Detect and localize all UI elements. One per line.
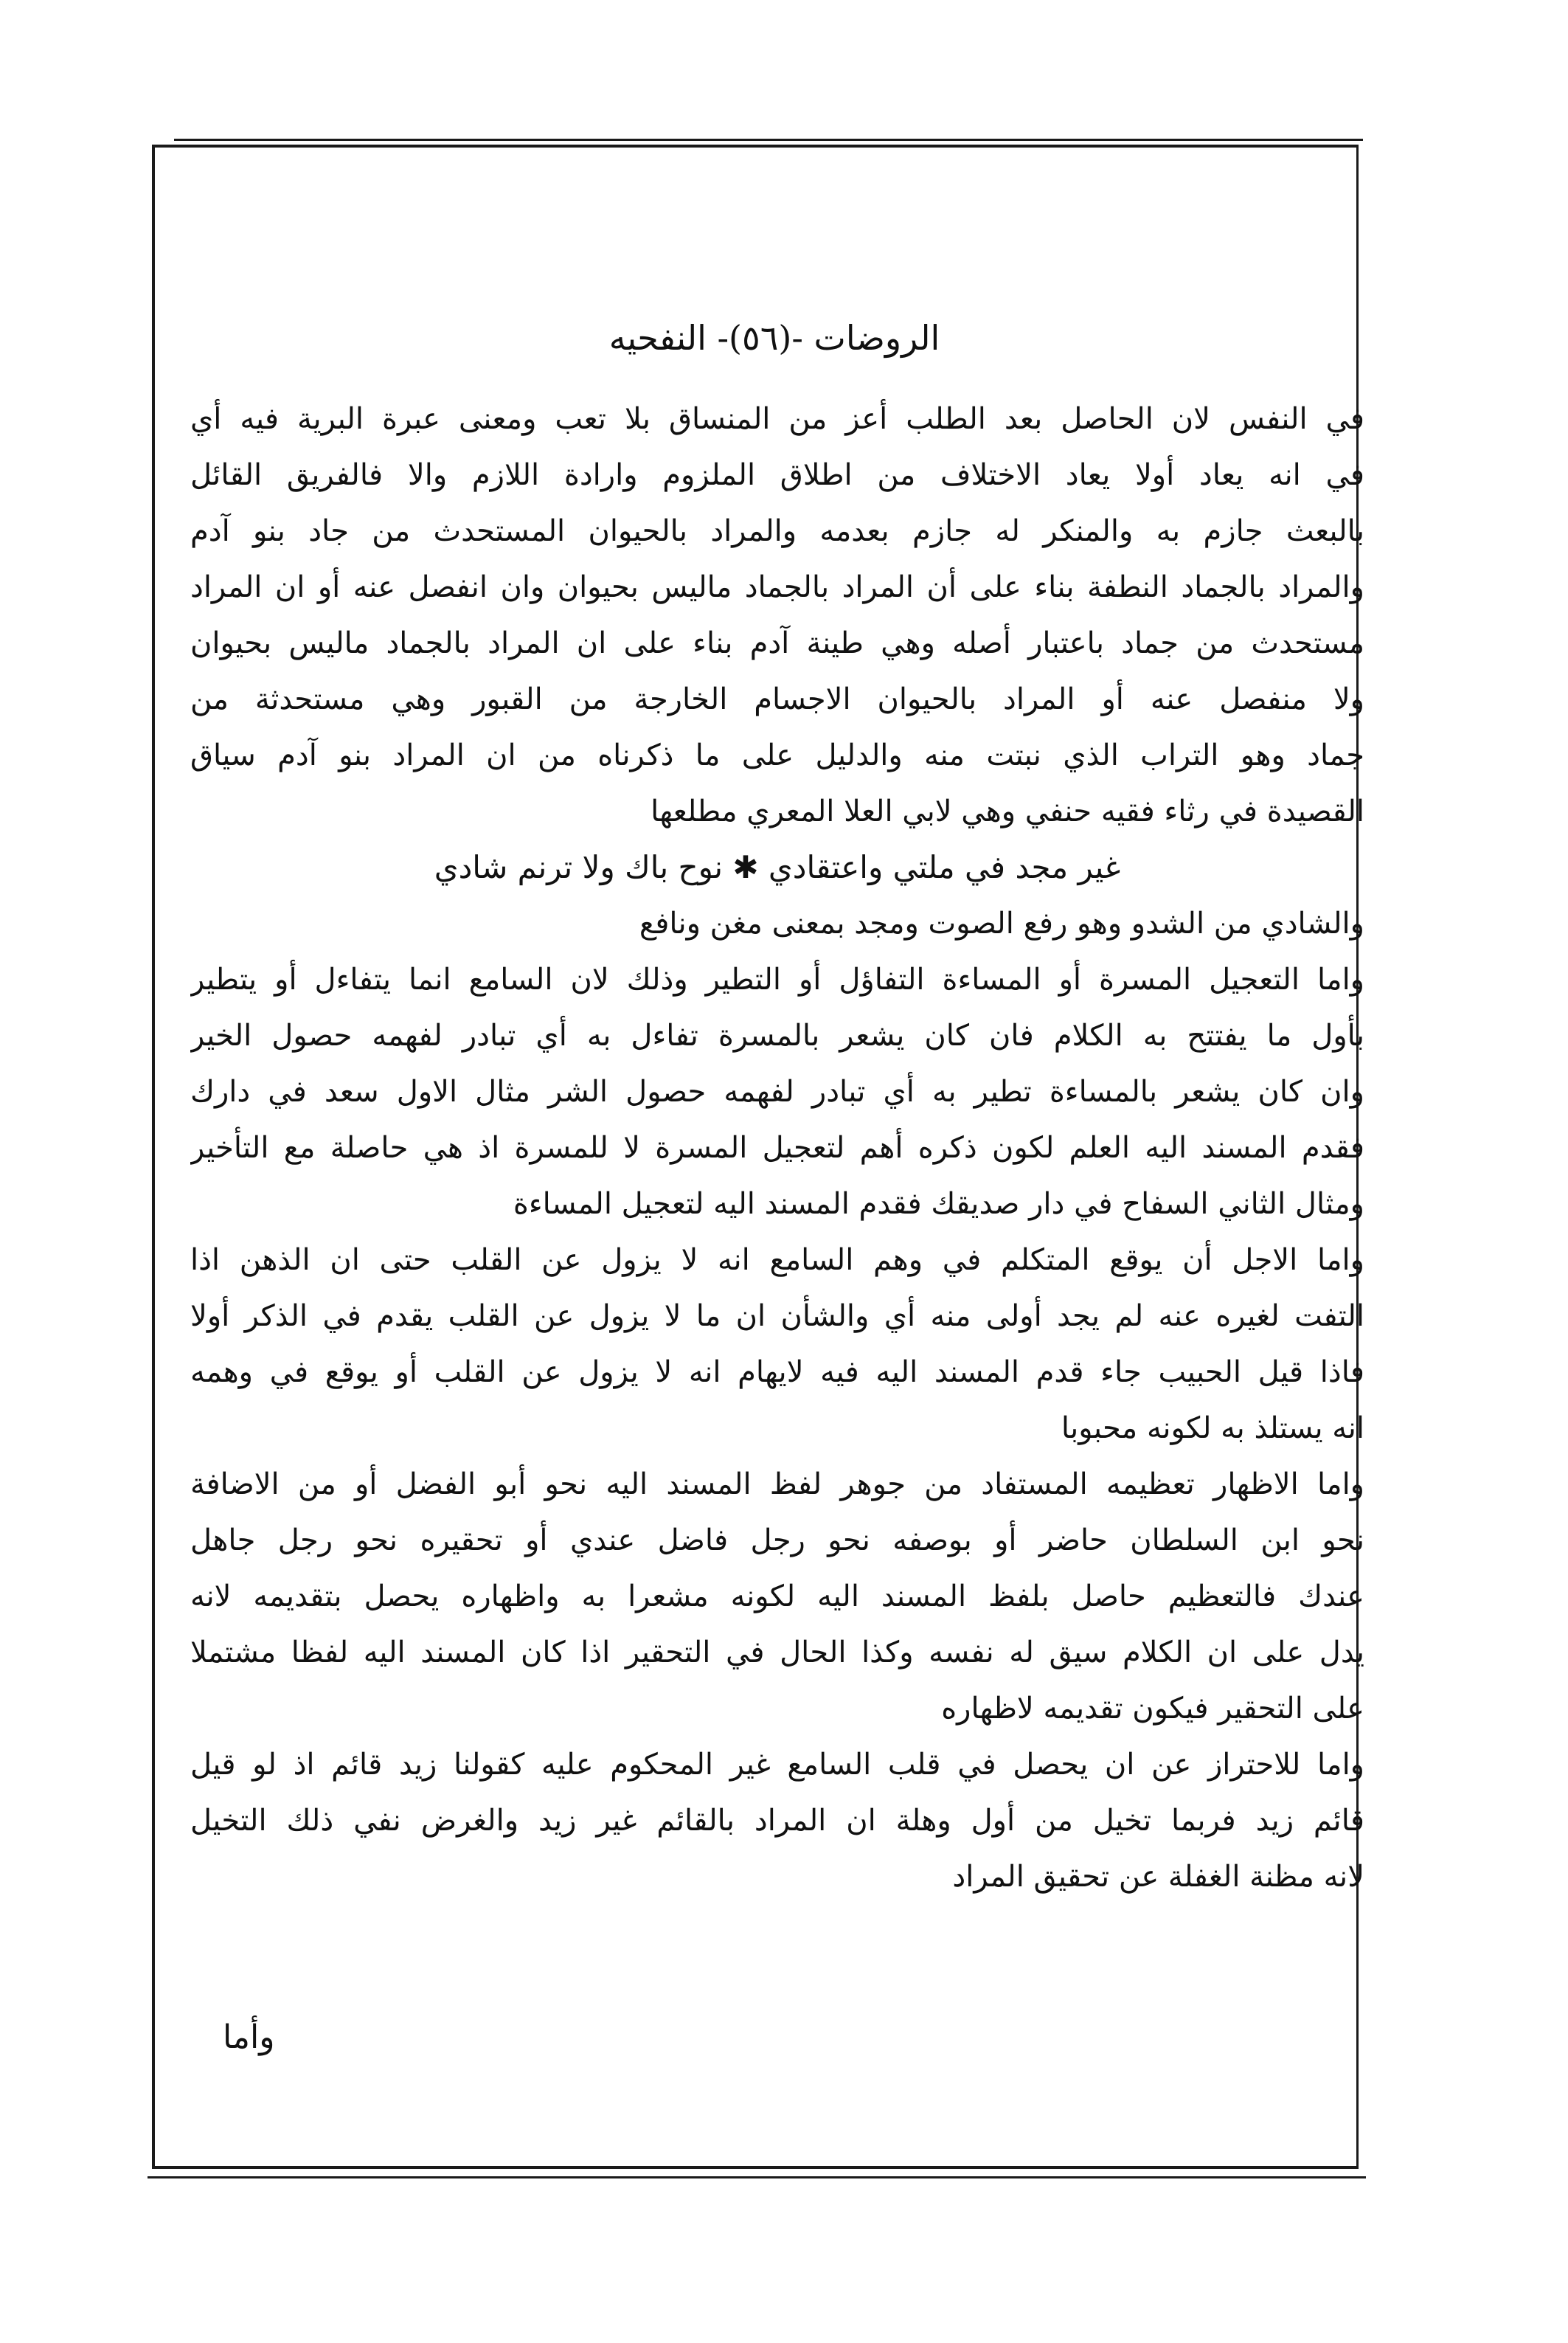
frame-top-rule bbox=[174, 139, 1363, 141]
text-line: يدل على ان الكلام سيق له نفسه وكذا الحال في التحقير اذا كان المسند اليه لفظا مشتملا bbox=[190, 1636, 1364, 1669]
text-line: واما للاحتراز عن ان يحصل في قلب السامع غير المحكوم عليه كقولنا زيد قائم اذ لو قيل bbox=[190, 1748, 1364, 1782]
text-line: القصيدة في رثاء فقيه حنفي وهي لابي العلا المعري مطلعها bbox=[651, 795, 1364, 828]
page-body-text bbox=[190, 391, 1364, 1905]
text-line: على التحقير فيكون تقديمه لاظهاره bbox=[941, 1692, 1364, 1726]
text-line: نحو ابن السلطان حاضر أو بوصفه نحو رجل فاضل عندي أو تحقيره نحو رجل جاهل bbox=[190, 1523, 1364, 1557]
text-line: واما الاجل أن يوقع المتكلم في وهم السامع انه لا يزول عن القلب حتى ان الذهن اذا bbox=[190, 1243, 1364, 1277]
text-line: والشادي من الشدو وهو رفع الصوت ومجد بمعنى مغن ونافع bbox=[639, 907, 1364, 941]
text-line: التفت لغيره عنه لم يجد أولى منه أي والشأن ان ما لا يزول عن القلب يقدم في الذكر أولا bbox=[190, 1299, 1364, 1333]
text-line: قائم زيد فربما تخيل من أول وهلة ان المراد بالقائم غير زيد والغرض نفي ذلك التخيل bbox=[190, 1804, 1364, 1838]
text-line: في انه يعاد أولا يعاد الاختلاف من اطلاق الملزوم وارادة اللازم والا فالفريق القائل bbox=[190, 458, 1364, 492]
text-line: في النفس لان الحاصل بعد الطلب أعز من المنساق بلا تعب ومعنى عبرة البرية فيه أي bbox=[190, 402, 1364, 436]
frame-bottom-rule bbox=[148, 2176, 1366, 2178]
text-line: ولا منفصل عنه أو المراد بالحيوان الاجسام الخارجة من القبور وهي مستحدثة من bbox=[190, 682, 1364, 716]
text-line: بالبعث جازم به والمنكر له جازم بعدمه والمراد بالحيوان المستحدث من جاد بنو آدم bbox=[190, 514, 1364, 548]
text-line: مستحدث من جماد باعتبار أصله وهي طينة آدم بناء على ان المراد بالجماد ماليس بحيوان bbox=[190, 626, 1364, 660]
text-line: وان كان يشعر بالمساءة تطير به أي تبادر لفهمه حصول الشر مثال الاول سعد في دارك bbox=[190, 1075, 1364, 1109]
poem-verse: غير مجد في ملتي واعتقادي ✱ نوح باك ولا ترنم شادي bbox=[434, 849, 1121, 885]
text-line: والمراد بالجماد النطفة بناء على أن المراد بالجماد ماليس بحيوان وان انفصل عنه أو ان المراد bbox=[190, 570, 1364, 604]
text-line: فاذا قيل الحبيب جاء قدم المسند اليه فيه لايهام انه لا يزول عن القلب أو يوقع في وهمه bbox=[190, 1355, 1364, 1389]
text-line: بأول ما يفتتح به الكلام فان كان يشعر بالمسرة تفاءل به أي تبادر لفهمه حصول الخير bbox=[190, 1019, 1364, 1053]
text-line: لانه مظنة الغفلة عن تحقيق المراد bbox=[952, 1860, 1364, 1894]
text-line: عندك فالتعظيم حاصل بلفظ المسند اليه لكونه مشعرا به واظهاره يحصل بتقديمه لانه bbox=[190, 1579, 1364, 1613]
running-head: الروضات -(٥٦)- النفحيه bbox=[608, 318, 940, 358]
text-line: فقدم المسند اليه العلم لكون ذكره أهم لتعجيل المسرة لا للمسرة اذ هي حاصلة مع التأخير bbox=[190, 1131, 1364, 1165]
catchword: وأما bbox=[223, 2018, 275, 2056]
text-line: واما التعجيل المسرة أو المساءة التفاؤل أو التطير وذلك لان السامع انما يتفاءل أو يتطير bbox=[190, 963, 1364, 997]
text-line: واما الاظهار تعظيمه المستفاد من جوهر لفظ المسند اليه نحو أبو الفضل أو من الاضافة bbox=[190, 1467, 1364, 1501]
text-line: انه يستلذ به لكونه محبوبا bbox=[1061, 1411, 1364, 1445]
text-line: ومثال الثاني السفاح في دار صديقك فقدم المسند اليه لتعجيل المساءة bbox=[513, 1187, 1364, 1221]
text-line: جماد وهو التراب الذي نبتت منه والدليل على ما ذكرناه من ان المراد بنو آدم سياق bbox=[190, 738, 1364, 772]
